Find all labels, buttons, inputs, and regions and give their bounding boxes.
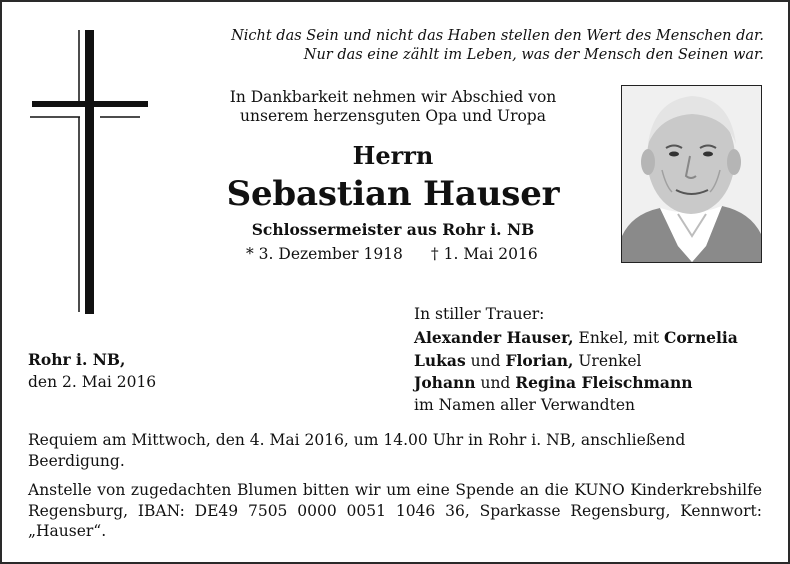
mourner-name: Lukas xyxy=(414,350,466,370)
mourner-name: Alexander Hauser, xyxy=(414,328,574,347)
mourners-line-4: im Namen aller Verwandten xyxy=(414,395,635,414)
portrait-image xyxy=(622,86,761,262)
mourner-name: Regina Fleischmann xyxy=(515,373,693,392)
salutation: Herrn xyxy=(352,141,434,170)
town-name: Rohr i. NB, xyxy=(28,350,126,369)
motto-line-2: Nur das eine zählt im Leben, was der Mensch den Seinen war. xyxy=(303,47,764,63)
mourner-name: Cornelia xyxy=(664,328,738,347)
mourners-line-3 xyxy=(414,372,738,395)
mourners-list xyxy=(414,327,738,416)
mourner-name: Florian, xyxy=(505,350,574,370)
relation-text: Enkel, mit xyxy=(573,329,664,347)
place-town xyxy=(28,349,156,372)
portrait-photo xyxy=(621,85,762,263)
mourning-label: In stiller Trauer: xyxy=(414,305,545,323)
motto-quote xyxy=(124,27,764,65)
requiem-text: Requiem am Mittwoch, den 4. Mai 2016, um 14.00 Uhr in Rohr i. NB, anschließend Beerdigung. xyxy=(28,431,686,470)
birth-date: * 3. Dezember 1918 xyxy=(246,245,403,263)
motto-line-1: Nicht das Sein und nicht das Haben stellen den Wert des Menschen dar. xyxy=(231,28,764,44)
deceased-name: Sebastian Hauser xyxy=(226,174,560,214)
intro-line-1: In Dankbarkeit nehmen wir Abschied von xyxy=(229,88,557,106)
relation-text: Urenkel xyxy=(573,351,642,370)
intro-line-2: unserem herzensguten Opa und Uropa xyxy=(240,107,546,125)
mourners-line-1 xyxy=(414,327,738,350)
death-date: † 1. Mai 2016 xyxy=(430,245,538,263)
mourner-name: Johann xyxy=(414,373,476,392)
donation-text: Anstelle von zugedachten Blumen bitten wir um eine Spende an die KUNO Kinderkrebshilfe Regensburg, IBAN: DE49 7505 0000 0051 1046 36, Sparkasse Regensburg, Kennwort: „Hauser“. xyxy=(28,481,762,540)
conjunction-text: und xyxy=(465,351,506,370)
occupation-subtitle: Schlossermeister aus Rohr i. NB xyxy=(251,220,535,239)
notice-date: den 2. Mai 2016 xyxy=(28,372,157,391)
intro-text xyxy=(190,88,596,126)
mourners-line-2 xyxy=(414,350,738,373)
place-and-date xyxy=(28,349,156,393)
life-dates xyxy=(246,245,538,263)
conjunction-text: und xyxy=(475,374,516,392)
